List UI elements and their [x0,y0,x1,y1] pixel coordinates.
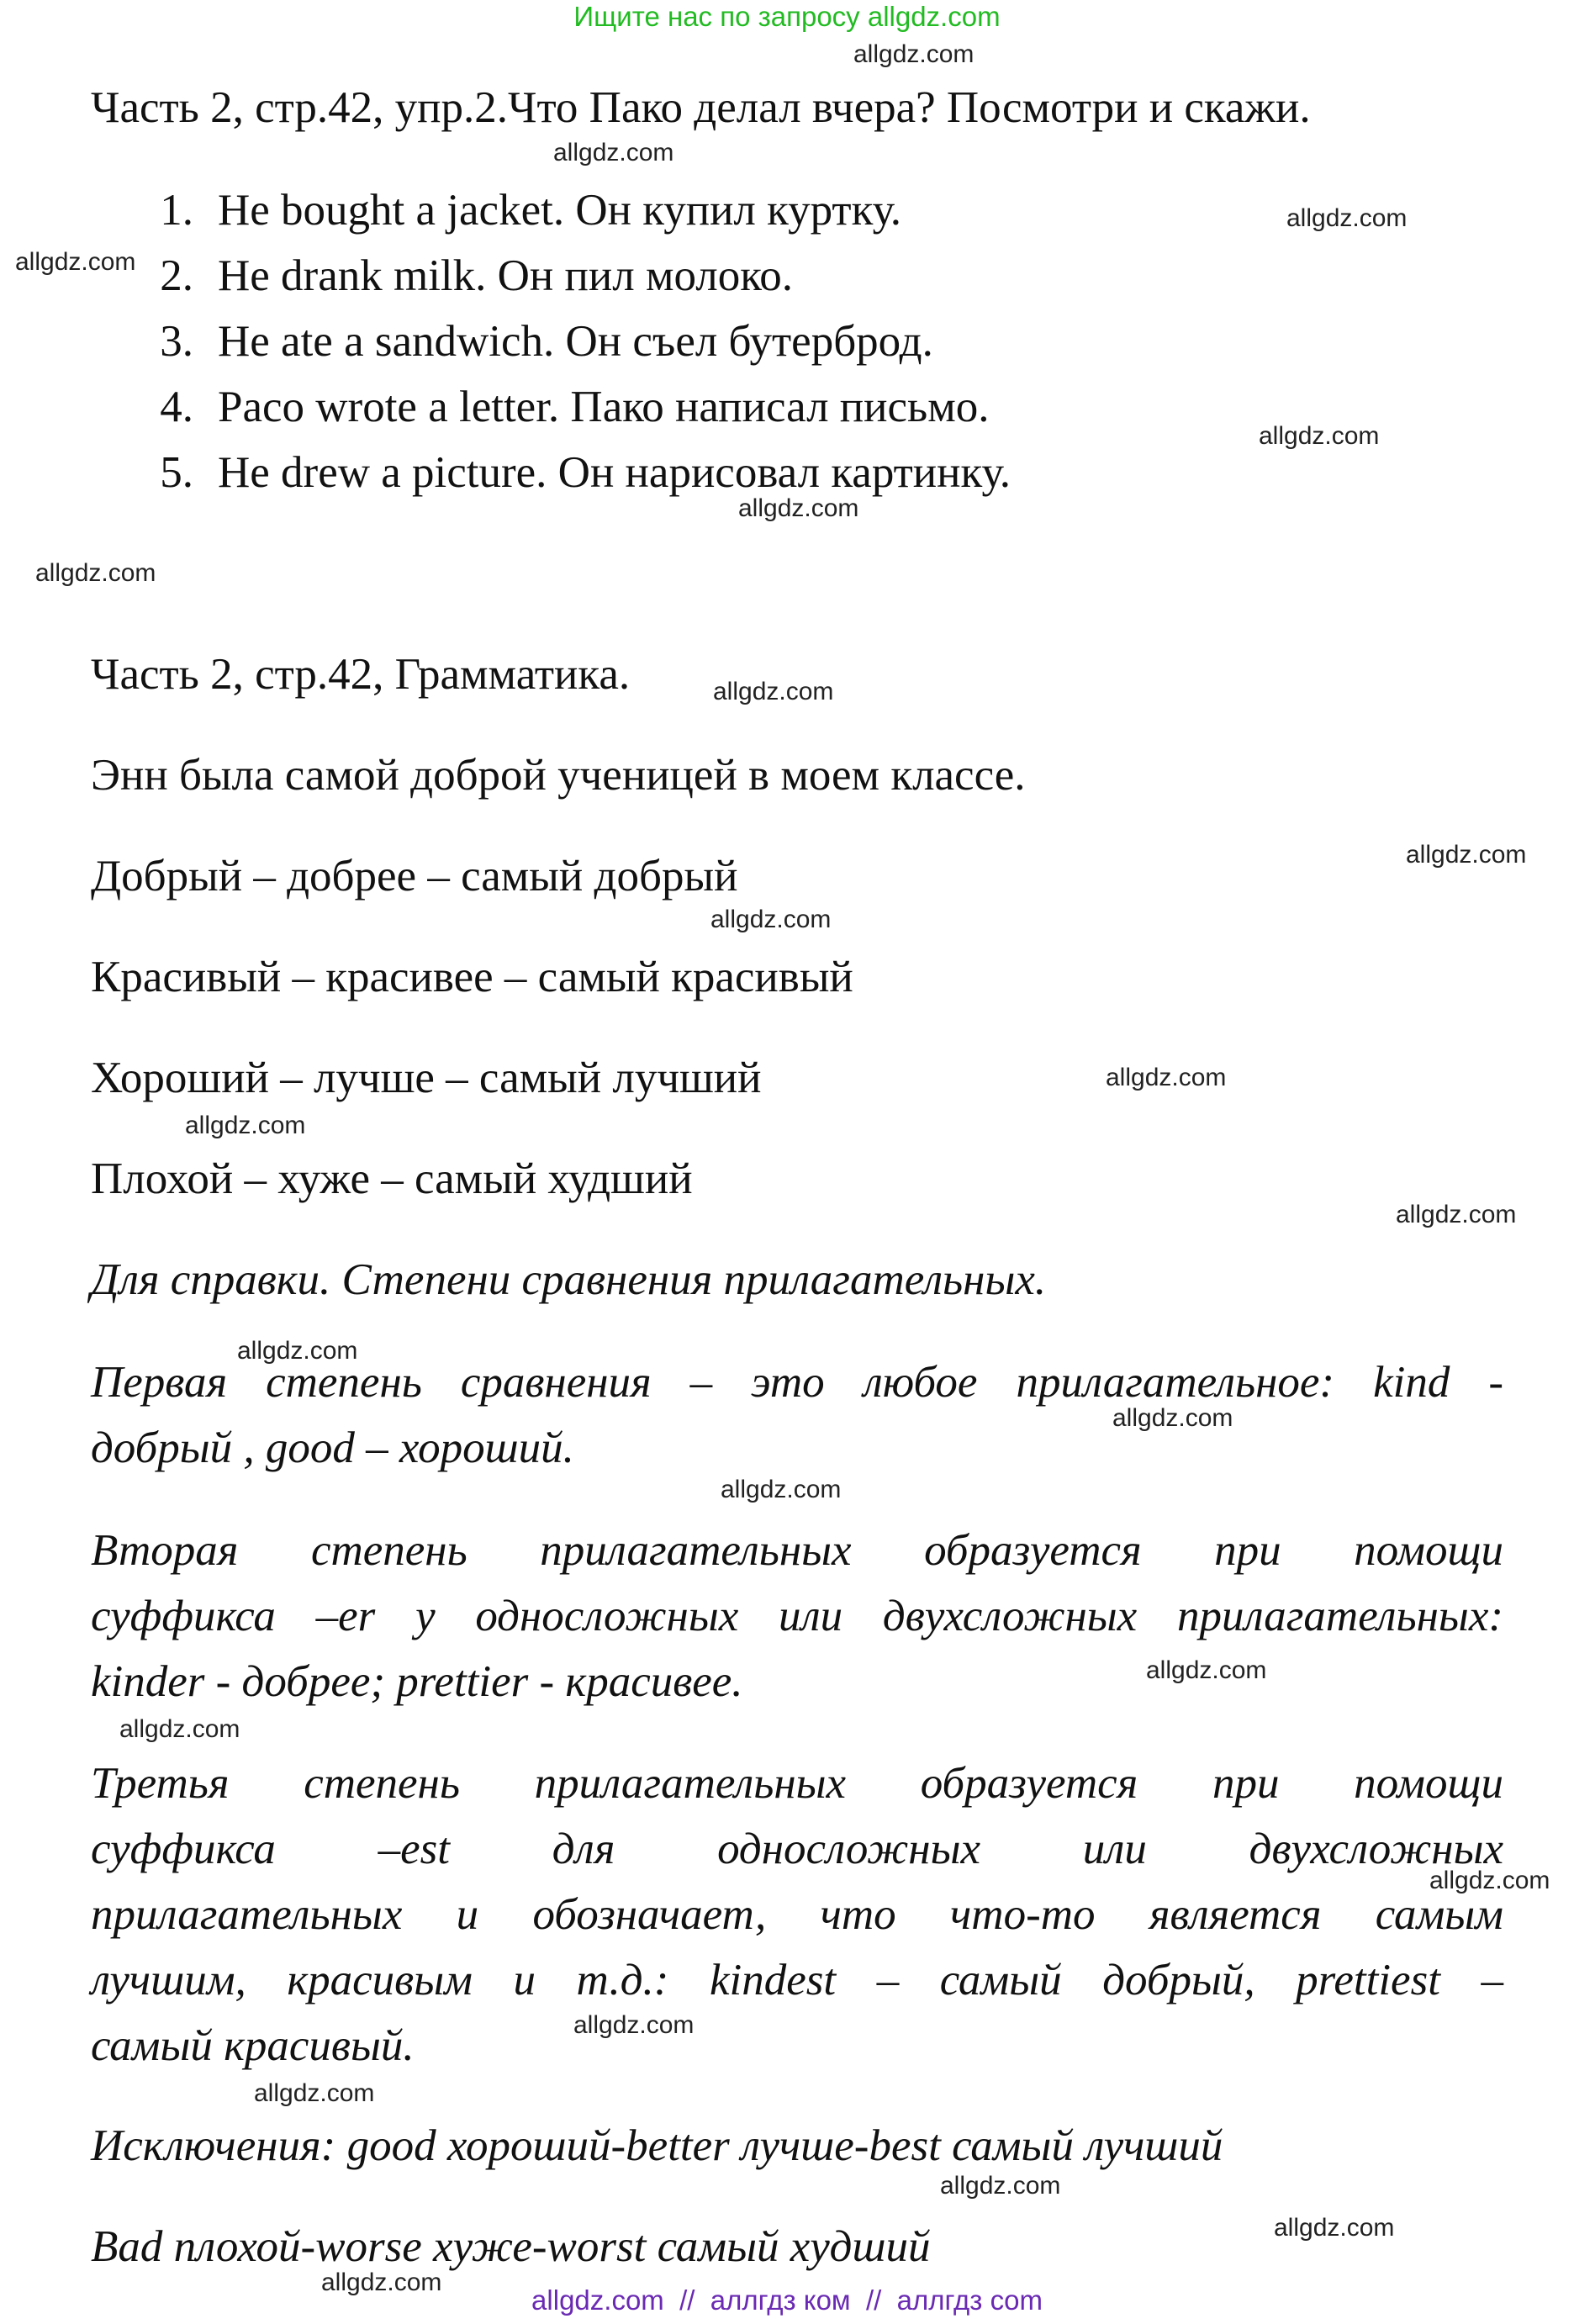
list-item-number: 2. [160,251,193,300]
watermark: allgdz.com [119,1715,240,1743]
watermark: allgdz.com [321,2269,442,2296]
note-title: Для справки. Степени сравнения прилагательных. [91,1255,1047,1304]
list-item-number: 3. [160,317,193,366]
paragraph-line: суффикса –er у односложных или двухсложных прилагательных: [91,1592,1503,1640]
paragraph-line: Вторая степень прилагательных образуется при помощи [91,1526,1503,1575]
paragraph-line: добрый , good – хороший. [91,1423,574,1472]
paragraph-line: kinder - добрее; prettier - красивее. [91,1657,743,1706]
search-banner[interactable]: Ищите нас по запросу allgdz.com [573,1,1001,32]
watermark: allgdz.com [1274,2214,1395,2242]
watermark: allgdz.com [1429,1867,1550,1894]
watermark: allgdz.com [1106,1064,1227,1091]
watermark: allgdz.com [713,678,834,705]
example-sentence: Энн была самой доброй ученицей в моем классе. [91,751,1026,800]
grammar-heading: Часть 2, стр.42, Грамматика. [91,650,631,699]
watermark: allgdz.com [573,2011,695,2039]
footer-links[interactable]: allgdz.com // аллгдз ком // аллгдз com [531,2284,1043,2316]
watermark: allgdz.com [940,2172,1061,2200]
paragraph-line: самый красивый. [91,2021,415,2070]
watermark: allgdz.com [1406,841,1527,869]
paragraph-line: лучшим, красивым и т.д.: kindest – самый добрый, prettiest – [91,1956,1503,2004]
watermark: allgdz.com [254,2079,375,2107]
exceptions-line: Bad плохой-worse хуже-worst самый худший [91,2222,931,2271]
list-item-number: 1. [160,186,193,235]
paragraph-line: Третья степень прилагательных образуется при помощи [91,1759,1503,1808]
watermark: allgdz.com [710,906,832,933]
list-item-number: 5. [160,448,193,497]
watermark: allgdz.com [1396,1201,1517,1228]
list-item-text: Paco wrote a letter. Пако написал письмо. [218,383,990,431]
paragraph-line: прилагательных и обозначает, что что-то является самым [91,1890,1503,1939]
watermark: allgdz.com [738,494,859,522]
watermark: allgdz.com [1286,204,1408,232]
paragraph-line: Первая степень сравнения – это любое прилагательное: kind - [91,1358,1503,1407]
adjective-forms: Хороший – лучше – самый лучший [91,1054,762,1102]
watermark: allgdz.com [15,248,136,276]
list-item-text: He bought a jacket. Он купил куртку. [218,186,902,235]
watermark: allgdz.com [35,559,156,587]
watermark: allgdz.com [1112,1404,1233,1432]
list-item-number: 4. [160,383,193,431]
watermark: allgdz.com [853,40,975,68]
list-item-text: He drew a picture. Он нарисовал картинку. [218,448,1011,497]
list-item-text: He ate a sandwich. Он съел бутерброд. [218,317,933,366]
watermark: allgdz.com [185,1112,306,1139]
paragraph-line: суффикса –est для односложных или двухсложных [91,1825,1503,1873]
watermark: allgdz.com [1259,422,1380,450]
watermark: allgdz.com [1146,1656,1267,1684]
adjective-forms: Добрый – добрее – самый добрый [91,852,738,901]
watermark: allgdz.com [553,139,674,166]
adjective-forms: Плохой – хуже – самый худший [91,1154,693,1203]
watermark: allgdz.com [237,1337,358,1365]
exercise-heading: Часть 2, стр.42, упр.2.Что Пако делал вчера? Посмотри и скажи. [91,83,1311,132]
exceptions-line: Исключения: good хороший-better лучше-best самый лучший [91,2121,1223,2170]
list-item-text: He drank milk. Он пил молоко. [218,251,794,300]
adjective-forms: Красивый – красивее – самый красивый [91,953,853,1001]
watermark: allgdz.com [721,1476,842,1503]
